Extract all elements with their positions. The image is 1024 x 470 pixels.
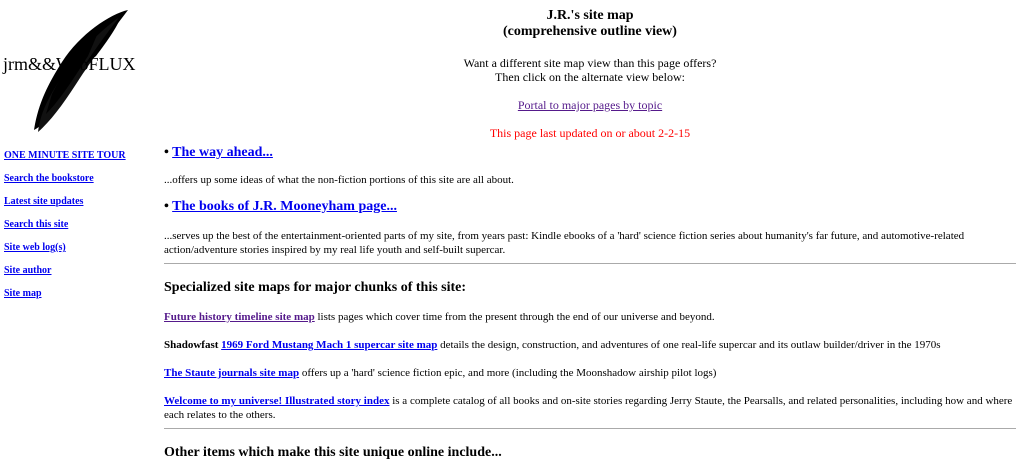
sidebar-item-search-site[interactable]: Search this site: [4, 219, 69, 230]
mustang-sitemap-link[interactable]: 1969 Ford Mustang Mach 1 supercar site map: [221, 339, 438, 351]
intro-line2: Then click on the alternate view below:: [495, 70, 685, 84]
intro-text: [164, 56, 1016, 84]
sidebar-item-site-tour[interactable]: ONE MINUTE SITE TOUR: [4, 150, 126, 161]
site-logo[interactable]: [0, 4, 165, 136]
page-header: [164, 8, 1016, 141]
page-title-line1: J.R.'s site map: [546, 8, 634, 23]
item-text: offers up a 'hard' science fiction epic, and more (including the Moonshadow airship pilot logs): [299, 367, 717, 379]
item-text: is a complete catalog of all books and on-site stories regarding Jerry Staute, the Pearsalls, and related personalities, including how and where each relates to the others.: [164, 395, 1013, 421]
way-ahead-link[interactable]: The way ahead...: [172, 145, 273, 160]
staute-journals-link[interactable]: The Staute journals site map: [164, 367, 300, 379]
item-prefix: Shadowfast: [164, 339, 222, 351]
section-way-ahead: [164, 145, 1016, 161]
portal-link[interactable]: Portal to major pages by topic: [517, 98, 663, 112]
bullet-icon: •: [164, 145, 169, 160]
specialized-heading: Specialized site maps for major chunks of this site:: [164, 280, 467, 295]
list-item: [164, 394, 1016, 422]
sidebar-item-site-author[interactable]: Site author: [4, 265, 52, 276]
divider: [164, 428, 1016, 429]
books-page-link[interactable]: The books of J.R. Mooneyham page...: [172, 199, 397, 214]
sidebar-item-web-logs[interactable]: Site web log(s): [4, 242, 66, 253]
divider: [164, 263, 1016, 264]
last-updated-text: This page last updated on or about 2-2-15: [489, 126, 691, 140]
main-content: [164, 0, 1016, 461]
page-title: [164, 8, 1016, 40]
story-index-link[interactable]: Welcome to my universe! Illustrated story index: [164, 395, 390, 407]
list-item: [164, 338, 1016, 352]
list-item: [164, 366, 1016, 380]
section-books: [164, 199, 1016, 215]
way-ahead-desc: ...offers up some ideas of what the non-fiction portions of this site are all about.: [164, 174, 514, 186]
item-text: lists pages which cover time from the present through the end of our universe and beyond.: [314, 311, 715, 323]
logo-text: jrm&&WebFLUX: [3, 54, 136, 74]
sidebar-item-search-bookstore[interactable]: Search the bookstore: [4, 173, 94, 184]
bullet-icon: •: [164, 199, 169, 214]
other-items-heading: Other items which make this site unique online include...: [164, 445, 502, 460]
books-desc: ...serves up the best of the entertainment-oriented parts of my site, from years past: Kindle ebooks of a 'hard' science fiction series about humanity's far future, and automotive-related action/adventure stories inspired by my real life youth and self-built supercar.: [164, 230, 965, 256]
item-text: details the design, construction, and adventures of one real-life supercar and its outlaw builder/driver in the 1970s: [437, 339, 941, 351]
sidebar-item-site-map[interactable]: Site map: [4, 288, 42, 299]
sidebar-item-latest-updates[interactable]: Latest site updates: [4, 196, 84, 207]
future-history-link[interactable]: Future history timeline site map: [164, 311, 315, 323]
sidebar-nav: [4, 150, 154, 311]
list-item: [164, 310, 1016, 324]
intro-line1: Want a different site map view than this page offers?: [463, 56, 717, 70]
page-title-line2: (comprehensive outline view): [503, 24, 677, 39]
